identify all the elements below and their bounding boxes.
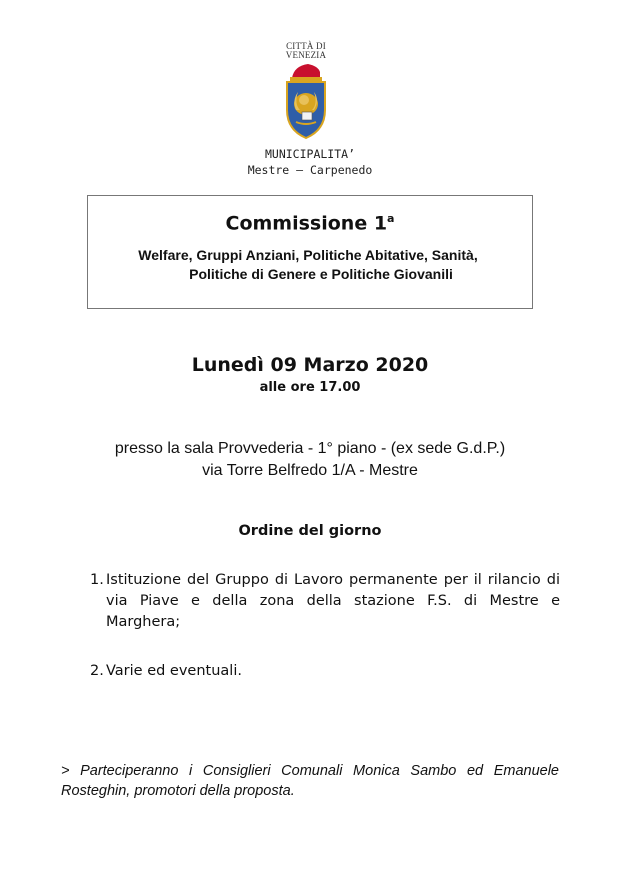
agenda-item-text: Varie ed eventuali.	[106, 663, 242, 679]
commission-subtitle-line-2: Politiche di Genere e Politiche Giovanili	[189, 266, 453, 282]
commission-subtitle-line-1: Welfare, Gruppi Anziani, Politiche Abitative, Sanità,	[138, 247, 478, 263]
lion-of-saint-mark-crest-icon	[282, 60, 330, 140]
meeting-date: Lunedì 09 Marzo 2020	[191, 354, 429, 376]
emblem-city-label: CITTÀ DI	[286, 41, 326, 51]
emblem-city-name: VENEZIA	[285, 50, 327, 60]
meeting-time: alle ore 17.00	[259, 380, 361, 395]
agenda-item-text: Istituzione del Gruppo di Lavoro permanente per il rilancio di via Piave e della zona della stazione F.S. di Mestre e Marghera;	[106, 572, 560, 630]
agenda-item-number: 1.	[90, 572, 104, 588]
commission-title	[0, 212, 620, 234]
agenda-item-number: 2.	[90, 663, 104, 679]
commission-title-text: Commissione 1	[225, 212, 388, 235]
commission-title-superscript: a	[387, 212, 395, 225]
city-emblem	[268, 40, 344, 140]
participants-note: > Parteciperanno i Consiglieri Comunali Monica Sambo ed Emanuele Rosteghin, promotori della proposta.	[61, 763, 559, 799]
municipality-area: Mestre – Carpenedo	[247, 163, 373, 177]
venue-address: via Torre Belfredo 1/A - Mestre	[202, 462, 418, 479]
venue-room: presso la sala Provvederia - 1° piano - (ex sede G.d.P.)	[114, 440, 506, 457]
agenda-title: Ordine del giorno	[238, 523, 382, 539]
municipality-title: MUNICIPALITA’	[264, 147, 355, 161]
